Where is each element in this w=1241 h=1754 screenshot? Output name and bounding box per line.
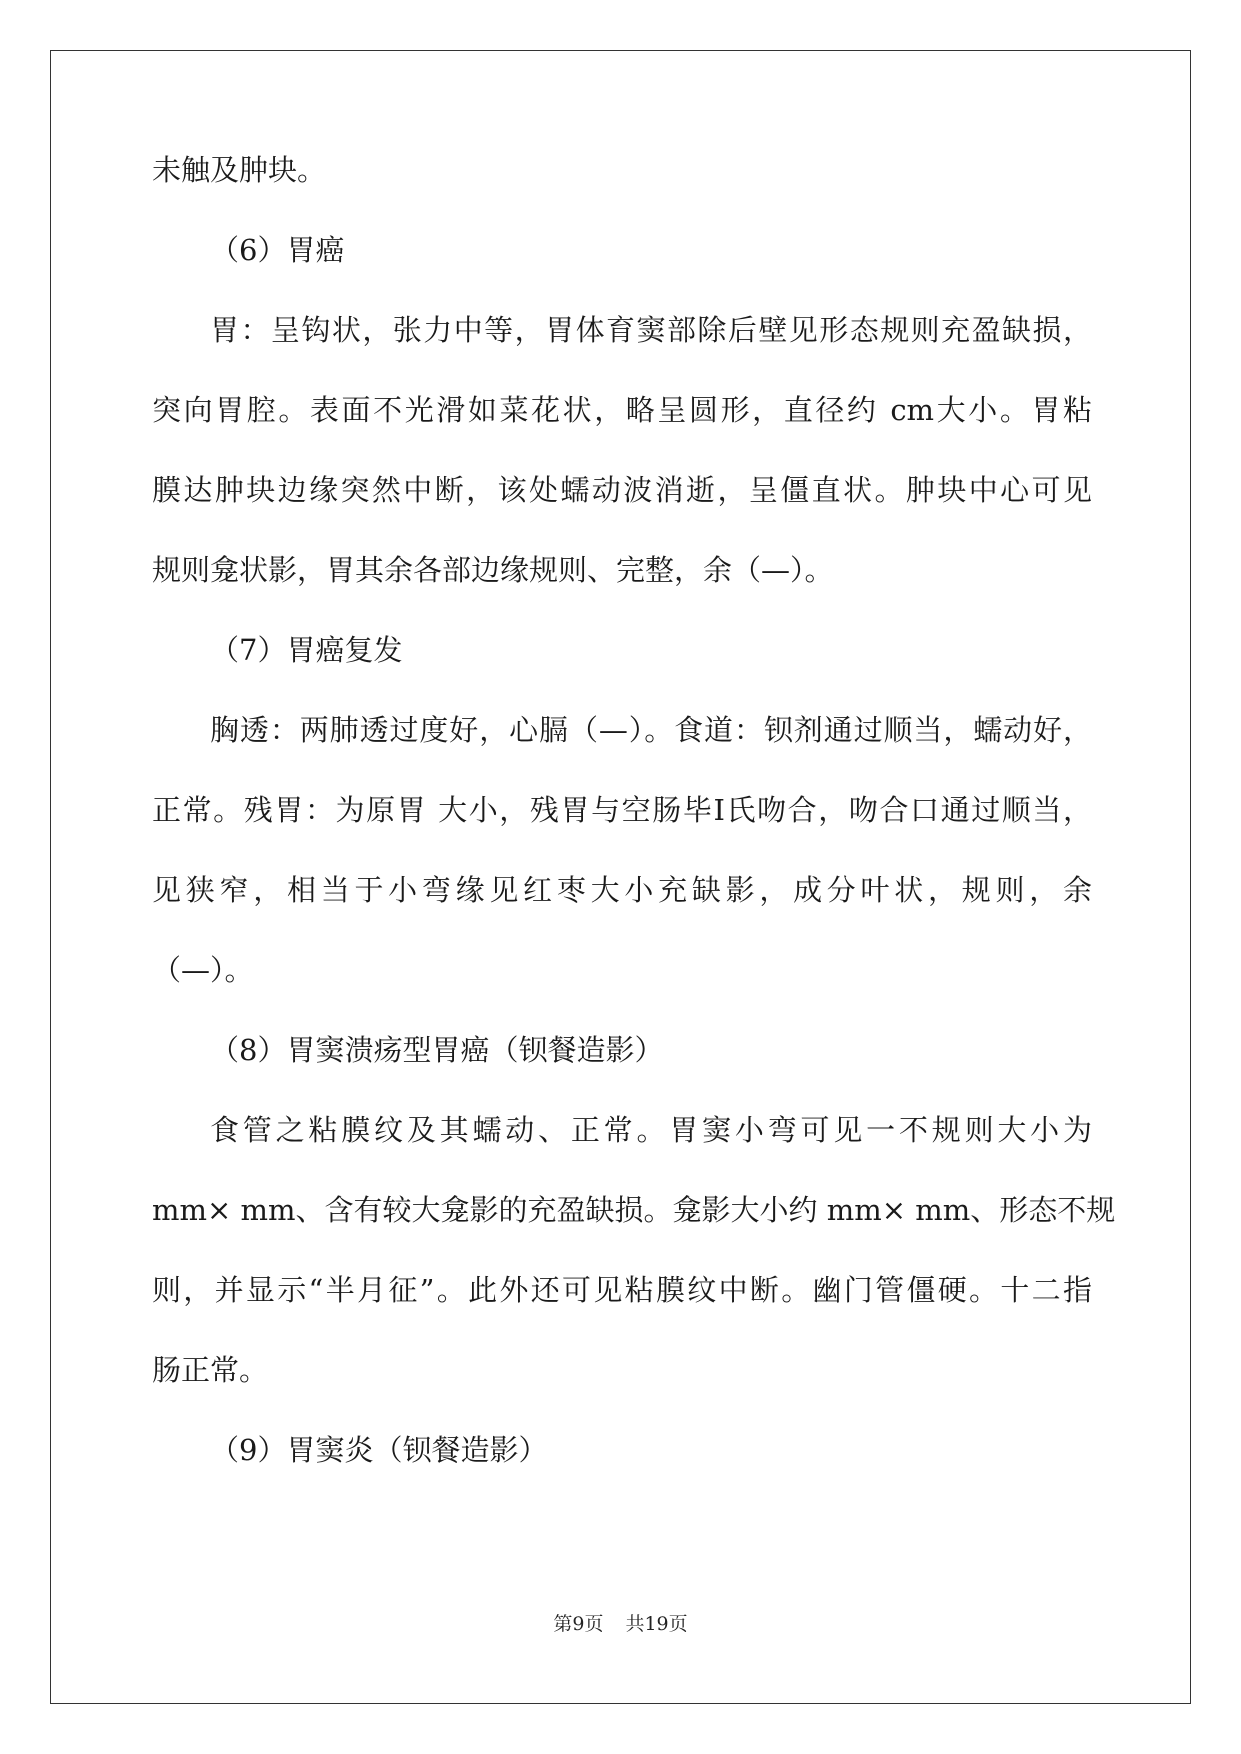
page-total: 共19页 <box>625 1613 688 1635</box>
page-footer <box>0 1612 1241 1636</box>
text-line: 胸透：两肺透过度好，心膈（—）。食道：钡剂通过顺当，蠕动好， <box>210 713 1092 747</box>
text-line: （—）。 <box>152 953 254 987</box>
text-line: 膜达肿块边缘突然中断，该处蠕动波消逝，呈僵直状。肿块中心可见 <box>152 473 1092 507</box>
text-line: 正常。残胃：为原胃 大小，残胃与空肠毕Ⅰ氏吻合，吻合口通过顺当， <box>152 793 1092 827</box>
text-line: 胃：呈钩状，张力中等，胃体育窦部除后壁见形态规则充盈缺损， <box>210 313 1092 347</box>
text-line: 则，并显示“半月征”。此外还可见粘膜纹中断。幽门管僵硬。十二指 <box>152 1273 1092 1307</box>
text-line: 突向胃腔。表面不光滑如菜花状，略呈圆形，直径约 cm大小。胃粘 <box>152 393 1092 427</box>
text-line: 食管之粘膜纹及其蠕动、正常。胃窦小弯可见一不规则大小为 <box>210 1113 1092 1147</box>
section-heading: （7）胃癌复发 <box>210 633 403 667</box>
text-line: 未触及肿块。 <box>152 153 327 187</box>
section-heading: （9）胃窦炎（钡餐造影） <box>210 1433 548 1467</box>
text-line: 见狭窄，相当于小弯缘见红枣大小充缺影，成分叶状，规则，余 <box>152 873 1092 907</box>
text-line: 规则龛状影，胃其余各部边缘规则、完整，余（—）。 <box>152 553 834 587</box>
section-heading: （8）胃窦溃疡型胃癌（钡餐造影） <box>210 1033 664 1067</box>
text-line: mm× mm、含有较大龛影的充盈缺损。龛影大小约 mm× mm、形态不规 <box>152 1193 1116 1227</box>
text-line: 肠正常。 <box>152 1353 269 1387</box>
section-heading: （6）胃癌 <box>210 233 345 267</box>
page-number: 第9页 <box>553 1613 604 1635</box>
